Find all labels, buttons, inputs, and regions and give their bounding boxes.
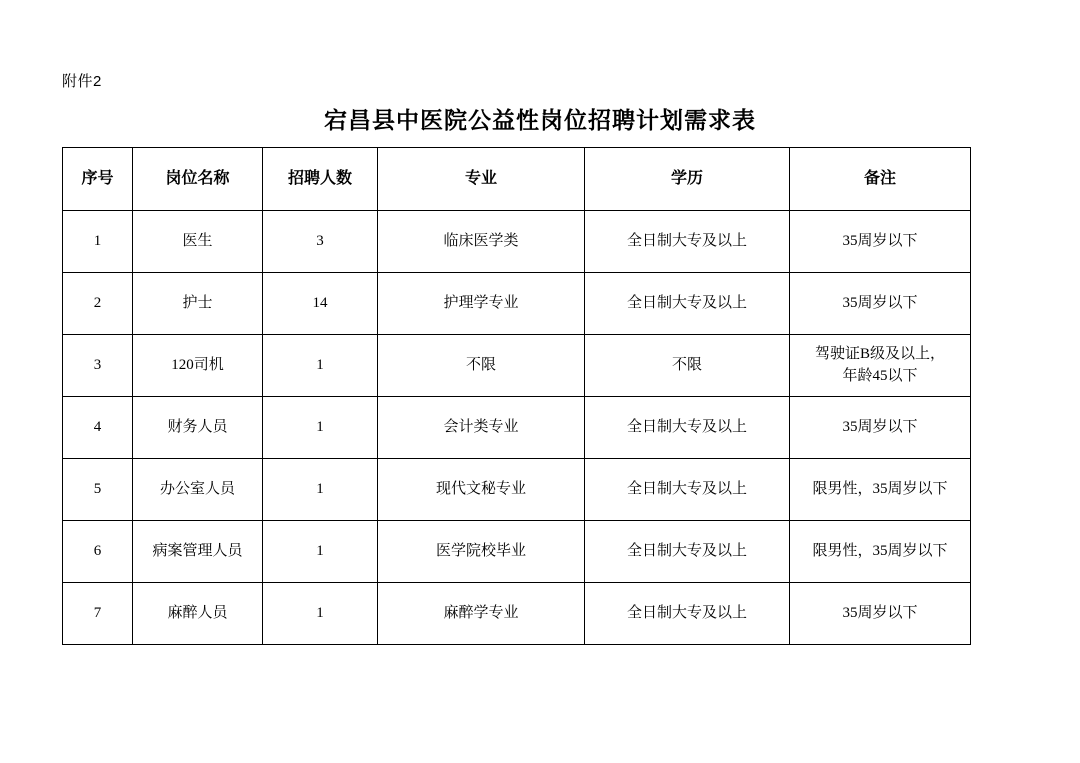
cell-major: 不限 (378, 335, 585, 397)
cell-count: 1 (263, 583, 378, 645)
table-body (63, 211, 971, 645)
cell-remark: 35周岁以下 (790, 211, 971, 273)
column-header-remark: 备注 (790, 148, 971, 211)
column-header-count: 招聘人数 (263, 148, 378, 211)
cell-post: 护士 (133, 273, 263, 335)
table-row (63, 273, 971, 335)
cell-major: 麻醉学专业 (378, 583, 585, 645)
table-row (63, 397, 971, 459)
cell-remark: 35周岁以下 (790, 397, 971, 459)
cell-education: 全日制大专及以上 (585, 583, 790, 645)
table-row (63, 521, 971, 583)
table-row (63, 211, 971, 273)
cell-no: 2 (63, 273, 133, 335)
attachment-label: 附件2 (62, 73, 102, 90)
table-row (63, 583, 971, 645)
cell-remark: 驾驶证B级及以上， 年龄45以下 (790, 335, 971, 397)
cell-no: 6 (63, 521, 133, 583)
cell-count: 3 (263, 211, 378, 273)
cell-post: 财务人员 (133, 397, 263, 459)
cell-remark: 限男性，35周岁以下 (790, 521, 971, 583)
cell-count: 14 (263, 273, 378, 335)
column-header-post: 岗位名称 (133, 148, 263, 211)
cell-post: 病案管理人员 (133, 521, 263, 583)
cell-count: 1 (263, 335, 378, 397)
cell-post: 麻醉人员 (133, 583, 263, 645)
cell-post: 120司机 (133, 335, 263, 397)
cell-no: 4 (63, 397, 133, 459)
cell-count: 1 (263, 459, 378, 521)
cell-major: 医学院校毕业 (378, 521, 585, 583)
cell-major: 现代文秘专业 (378, 459, 585, 521)
cell-remark: 35周岁以下 (790, 273, 971, 335)
column-header-major: 专业 (378, 148, 585, 211)
cell-remark: 限男性，35周岁以下 (790, 459, 971, 521)
cell-no: 3 (63, 335, 133, 397)
cell-education: 全日制大专及以上 (585, 397, 790, 459)
cell-education: 不限 (585, 335, 790, 397)
cell-no: 7 (63, 583, 133, 645)
cell-no: 5 (63, 459, 133, 521)
table-header-row (63, 148, 971, 211)
page-title: 宕昌县中医院公益性岗位招聘计划需求表 (324, 108, 756, 133)
cell-education: 全日制大专及以上 (585, 273, 790, 335)
cell-post: 医生 (133, 211, 263, 273)
column-header-no: 序号 (63, 148, 133, 211)
cell-major: 护理学专业 (378, 273, 585, 335)
cell-education: 全日制大专及以上 (585, 211, 790, 273)
cell-count: 1 (263, 521, 378, 583)
recruitment-plan-table (62, 147, 971, 645)
table-row (63, 459, 971, 521)
cell-education: 全日制大专及以上 (585, 521, 790, 583)
table-row (63, 335, 971, 397)
cell-no: 1 (63, 211, 133, 273)
cell-major: 临床医学类 (378, 211, 585, 273)
cell-post: 办公室人员 (133, 459, 263, 521)
cell-remark: 35周岁以下 (790, 583, 971, 645)
cell-count: 1 (263, 397, 378, 459)
cell-education: 全日制大专及以上 (585, 459, 790, 521)
column-header-education: 学历 (585, 148, 790, 211)
cell-major: 会计类专业 (378, 397, 585, 459)
